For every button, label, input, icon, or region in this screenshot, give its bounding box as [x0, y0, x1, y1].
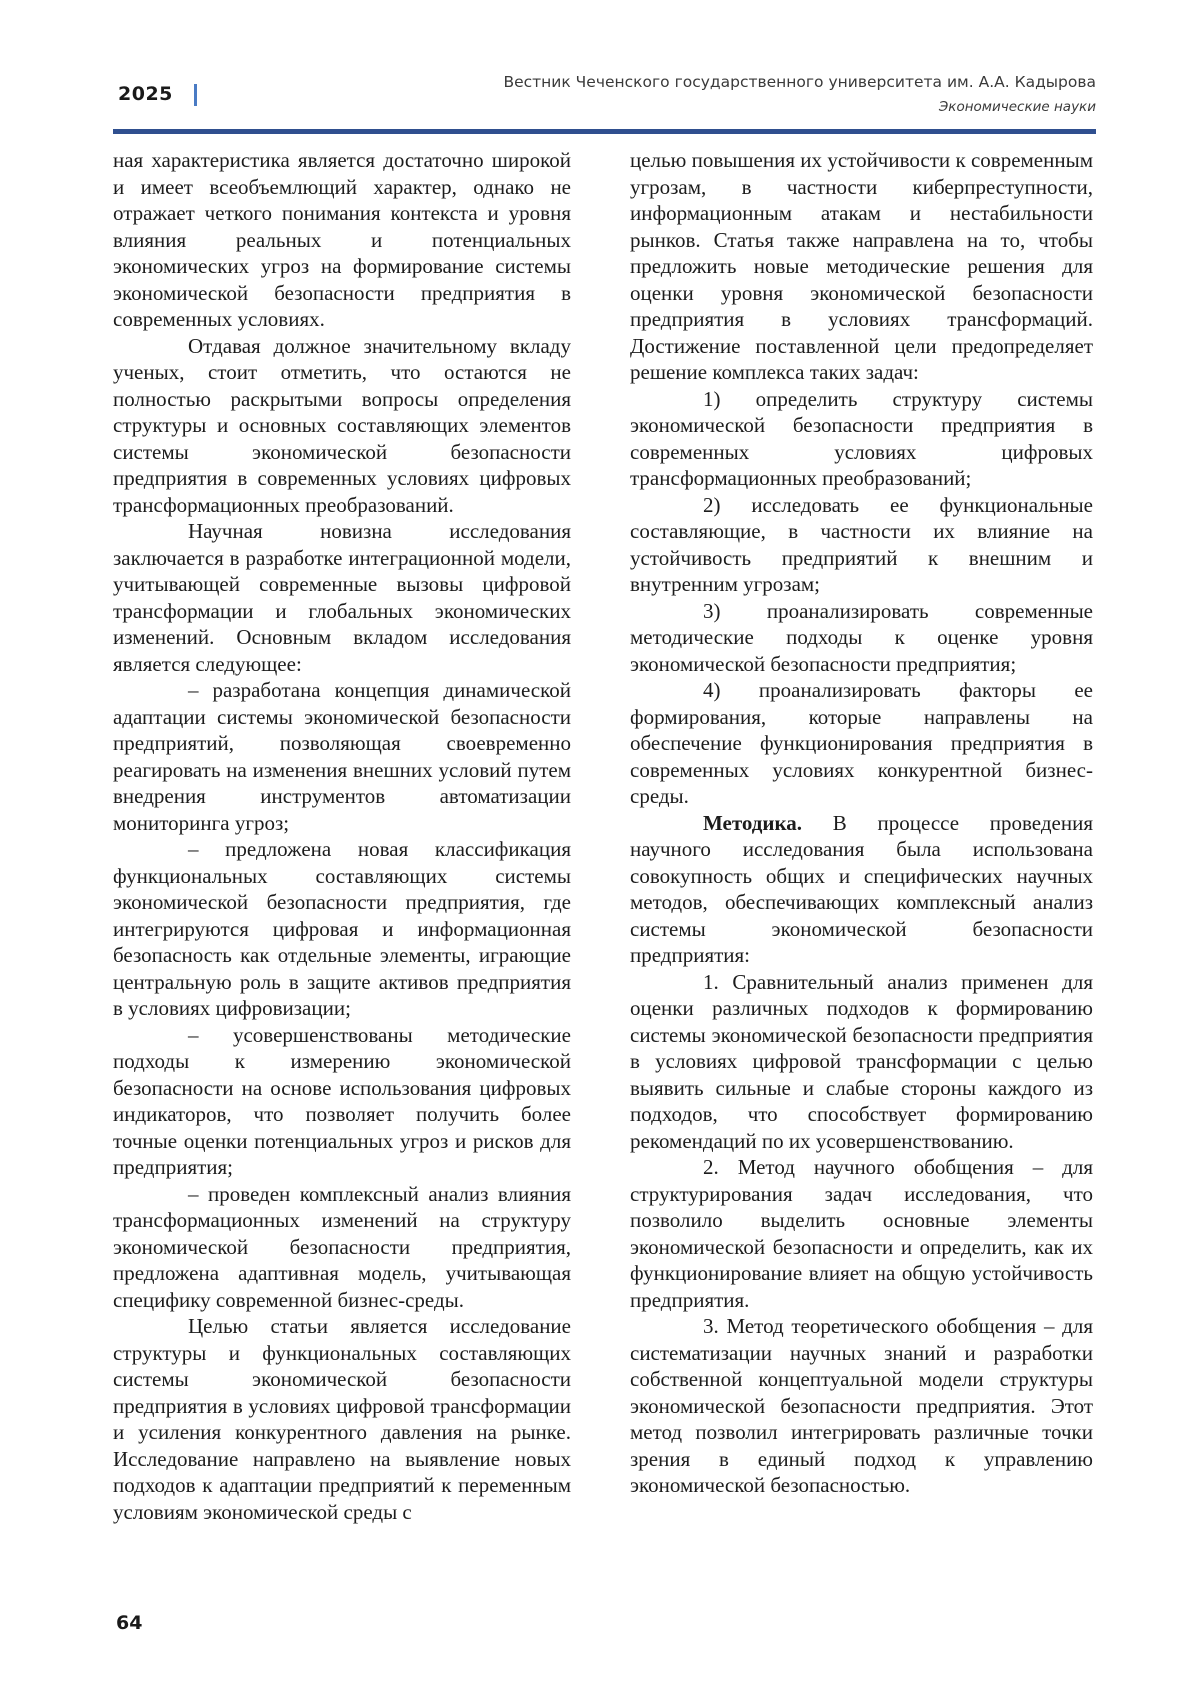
list-item: – разработана концепция динамической адаптации системы экономической безопасности предприятий, позволяющая своевременно реагировать на изменения внешних условий путем внедрения инструментов автоматизации мониторинга угроз; — [113, 678, 571, 835]
list-item: – проведен комплексный анализ влияния трансформационных изменений на структуру экономической безопасности предприятия, предложена адаптивная модель, учитывающая специфику современной бизнес-среды. — [113, 1181, 571, 1312]
methodology-text: В процессе проведения научного исследования была использована совокупность общих и специфических научных методов, обеспечивающих комплексный анализ системы экономической безопасности предприятия: — [630, 810, 1093, 967]
page-header — [0, 0, 1200, 140]
paragraph: Целью статьи является исследование структуры и функциональных составляющих системы экономической безопасности предприятия в условиях цифровой трансформации и усиления конкурентного давления на рынке. Исследование направлено на выявление новых подходов к адаптации предприятий к переменным условиям экономической среды с — [113, 1314, 571, 1524]
methodology-heading: Методика. — [703, 810, 803, 835]
list-item: 3) проанализировать современные методические подходы к оценке уровня экономической безопасности предприятия; — [630, 598, 1093, 676]
right-column — [630, 147, 1093, 1499]
list-item: 1) определить структуру системы экономической безопасности предприятия в современных условиях цифровых трансформационных преобразований; — [630, 386, 1093, 490]
list-item: – предложена новая классификация функциональных составляющих системы экономической безопасности предприятия, где интегрируются цифровая и информационная безопасность как отдельные элементы, играющие центральную роль в защите активов предприятия в условиях цифровизации; — [113, 837, 571, 1020]
issue-year: 2025 — [118, 83, 173, 105]
year-divider — [194, 84, 197, 106]
left-column — [113, 147, 571, 1525]
list-item: – усовершенствованы методические подходы к измерению экономической безопасности на основе использования цифровых индикаторов, что позволяет получить более точные оценки потенциальных угроз и рисков для предприятия; — [113, 1022, 571, 1179]
list-item: 2) исследовать ее функциональные составляющие, в частности их влияние на устойчивость предприятий к внешним и внутренним угрозам; — [630, 492, 1093, 596]
journal-title: Вестник Чеченского государственного университета им. А.А. Кадырова — [503, 73, 1096, 91]
paragraph: целью повышения их устойчивости к современным угрозам, в частности киберпреступности, информационным атакам и нестабильности рынков. Статья также направлена на то, чтобы предложить новые методические решения для оценки уровня экономической безопасности предприятия в условиях трансформаций. Достижение поставленной цели предопределяет решение комплекса таких задач: — [630, 148, 1093, 384]
header-rule — [113, 129, 1096, 134]
method-item: 2. Метод научного обобщения – для структурирования задач исследования, что позволило выделить основные элементы экономической безопасности и определить, как их функционирование влияет на общую устойчивость предприятия. — [630, 1155, 1093, 1312]
journal-section: Экономические науки — [938, 99, 1096, 115]
paragraph: Научная новизна исследования заключается в разработке интеграционной модели, учитывающей современные вызовы цифровой трансформации и глобальных экономических изменений. Основным вкладом исследования является следующее: — [113, 519, 571, 676]
method-item: 1. Сравнительный анализ применен для оценки различных подходов к формированию системы экономической безопасности предприятия в условиях цифровой трансформации с целью выявить сильные и слабые стороны каждого из подходов, что способствует формированию рекомендаций по их усовершенствованию. — [630, 969, 1093, 1153]
methodology-paragraph — [630, 810, 1093, 969]
method-item: 3. Метод теоретического обобщения – для систематизации научных знаний и разработки собственной концептуальной модели структуры экономической безопасности предприятия. Этот метод позволил интегрировать различные точки зрения в единый подход к управлению экономической безопасностью. — [630, 1314, 1093, 1497]
list-item: 4) проанализировать факторы ее формирования, которые направлены на обеспечение функционирования предприятия в современных условиях конкурентной бизнес-среды. — [630, 678, 1093, 808]
paragraph: Отдавая должное значительному вкладу ученых, стоит отметить, что остаются не полностью раскрытыми вопросы определения структуры и основных составляющих элементов системы экономической безопасности предприятия в современных условиях цифровых трансформационных преобразований. — [113, 333, 571, 517]
paragraph: ная характеристика является достаточно широкой и имеет всеобъемлющий характер, однако не отражает четкого понимания контекста и уровня влияния реальных и потенциальных экономических угроз на формирование системы экономической безопасности предприятия в современных условиях. — [113, 148, 571, 331]
page-number: 64 — [116, 1612, 143, 1634]
